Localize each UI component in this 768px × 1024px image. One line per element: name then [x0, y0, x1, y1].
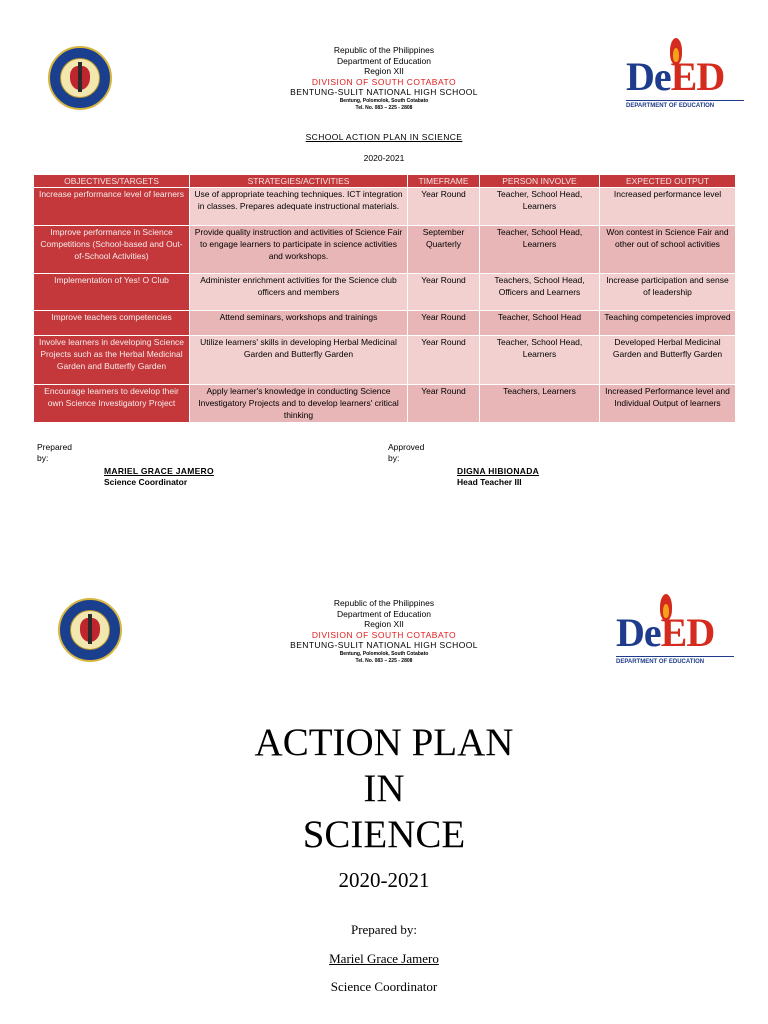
deped-seal-icon — [58, 598, 122, 662]
school-name: BENTUNG-SULIT NATIONAL HIGH SCHOOL — [290, 87, 478, 97]
department-text: Department of Education — [336, 608, 432, 619]
cover-role: Science Coordinator — [330, 979, 438, 994]
prepared-label: Prepared — [37, 442, 72, 452]
prepared-signatory — [104, 466, 214, 488]
table-row: Encourage learners to develop their own Science Investigatory Project Apply learner's knowledge in conducting Science Investigatory Projects and to develop learners' critical thinking Year Round Teachers, Learners Increased Performance level and Individual Output of learners — [34, 385, 736, 423]
page-action-plan-table — [0, 0, 768, 505]
region-text: Region XII — [364, 66, 404, 76]
col-header-person: PERSON INVOLVE — [480, 175, 600, 188]
letterhead — [200, 598, 568, 665]
col-header-strategies: STRATEGIES/ACTIVITIES — [190, 175, 408, 188]
table-row: Implementation of Yes! O Club Administer enrichment activities for the Science club officers and members Year Round Teachers, School Head, Officers and Learners Increase participation and sense of leadership — [34, 274, 736, 311]
cover-title-line-1: ACTION PLAN — [254, 721, 514, 764]
prepared-by-block — [37, 442, 72, 464]
plan-year: 2020-2021 — [363, 153, 405, 163]
approved-title: Head Teacher III — [457, 477, 522, 487]
deped-logo-icon: DeED DEPARTMENT OF EDUCATION — [626, 38, 744, 118]
department-text: Department of Education — [336, 55, 432, 66]
cover-title-line-3: SCIENCE — [302, 813, 466, 856]
table-row: Improve teachers competencies Attend seminars, workshops and trainings Year Round Teacher, School Head Teaching competencies improved — [34, 311, 736, 336]
cover-prepared-by: Prepared by: — [350, 922, 418, 937]
plan-title: SCHOOL ACTION PLAN IN SCIENCE — [305, 132, 463, 142]
action-plan-table — [33, 174, 736, 423]
school-address: Bentung, Polomolok, South Cotabato — [339, 97, 429, 104]
table-row: Improve performance in Science Competitions (School-based and Out-of-School Activities) Provide quality instruction and activities of Science Fair to engage learners to participate in science activities and workshops. September Quarterly Teacher, School Head, Learners Won contest in Science Fair and other out of school activities — [34, 226, 736, 274]
prepared-name: MARIEL GRACE JAMERO — [104, 466, 214, 476]
republic-text: Republic of the Philippines — [333, 598, 435, 608]
approved-signatory — [457, 466, 539, 488]
col-header-objectives: OBJECTIVES/TARGETS — [34, 175, 190, 188]
approved-label-by: by: — [388, 453, 400, 463]
approved-name: DIGNA HIBIONADA — [457, 466, 540, 476]
col-header-output: EXPECTED OUTPUT — [600, 175, 736, 188]
letterhead — [200, 45, 568, 112]
region-text: Region XII — [364, 619, 404, 629]
cover-year: 2020-2021 — [338, 868, 430, 892]
school-tel: Tel. No. 083 – 225 - 2808 — [355, 657, 413, 664]
republic-text: Republic of the Philippines — [333, 45, 435, 55]
page-cover — [0, 580, 768, 1024]
approved-by-block — [388, 442, 424, 464]
division-text: DIVISION OF SOUTH COTABATO — [311, 629, 457, 640]
col-header-timeframe: TIMEFRAME — [408, 175, 480, 188]
school-address: Bentung, Polomolok, South Cotabato — [339, 650, 429, 657]
table-row: Increase performance level of learners Use of appropriate teaching techniques. ICT integration in classes. Prepares adequate instructional materials. Year Round Teacher, School Head, Learners Increased performance level — [34, 188, 736, 226]
table-row: Involve learners in developing Science Projects such as the Herbal Medicinal Garden and Butterfly Garden Utilize learners' skills in developing Herbal Medicinal Garden and Butterfly Garden Year Round Teacher, School Head, Learners Developed Herbal Medicinal Garden and Butterfly Garden — [34, 336, 736, 385]
cover-title-line-2: IN — [363, 767, 405, 810]
deped-seal-icon — [48, 46, 112, 110]
prepared-label-by: by: — [37, 453, 49, 463]
division-text: DIVISION OF SOUTH COTABATO — [311, 76, 457, 87]
school-tel: Tel. No. 083 – 225 - 2808 — [355, 104, 413, 111]
prepared-title: Science Coordinator — [104, 477, 188, 487]
deped-logo-icon: DeED DEPARTMENT OF EDUCATION — [616, 594, 734, 674]
school-name: BENTUNG-SULIT NATIONAL HIGH SCHOOL — [290, 640, 478, 650]
approved-label: Approved — [388, 442, 425, 452]
cover-name: Mariel Grace Jamero — [329, 951, 439, 966]
